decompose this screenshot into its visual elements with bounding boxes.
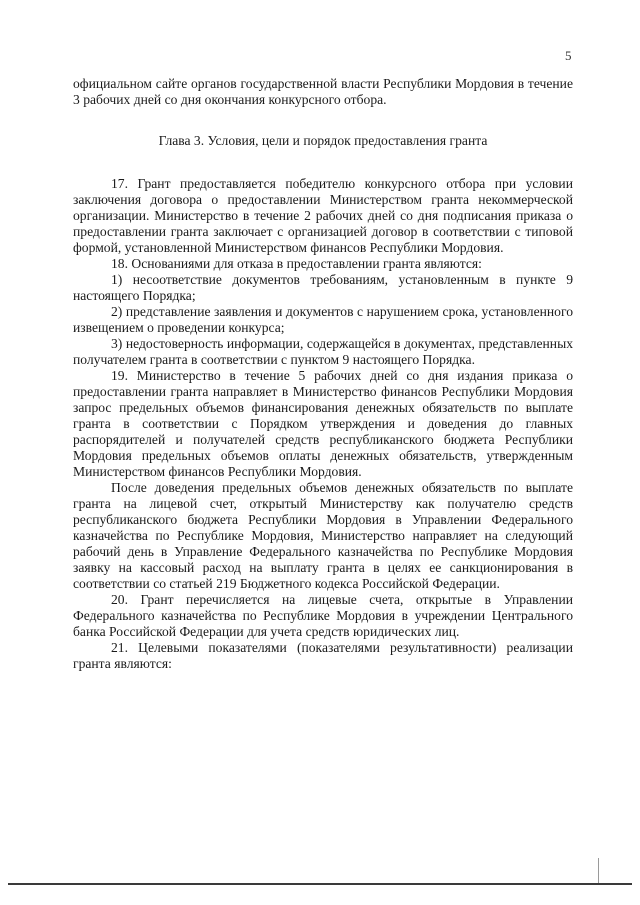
paragraph-17: 17. Грант предоставляется победителю конкурсного отбора при условии заключения договора о предоставлении Министерством гранта некоммерческой организации. Министерство в течение 2 рабочих дней со дня подписания приказа о предоставлении гранта заключает с организацией договор в соответствии с типовой формой, установленной Министерством финансов Республики Мордовия. <box>73 176 573 255</box>
chapter-heading: Глава 3. Условия, цели и порядок предоставления гранта <box>158 133 488 148</box>
intro-paragraph: официальном сайте органов государственной власти Республики Мордовия в течение 3 рабочих дней со дня окончания конкурсного отбора. <box>73 76 573 107</box>
scan-margin-mark <box>598 858 599 884</box>
paragraph-19-continuation: После доведения предельных объемов денежных обязательств по выплате гранта на лицевой счет, открытый Министерству как получателю средств республиканского бюджета Республики Мордовия в Управлении Федерального казначейства по Республике Мордовия, Министерство направляет на следующий рабочий день в Управление Федерального казначейства по Республике Мордовия заявку на кассовый расход на выплату гранта в целях ее санкционирования в соответствии со статьей 219 Бюджетного кодекса Российской Федерации. <box>73 480 573 591</box>
paragraph-21: 21. Целевыми показателями (показателями результативности) реализации гранта являются: <box>73 640 573 671</box>
paragraph-18: 18. Основаниями для отказа в предоставлении гранта являются: <box>111 256 482 271</box>
paragraph-19: 19. Министерство в течение 5 рабочих дней со дня издания приказа о предоставлении гранта направляет в Министерство финансов Республики Мордовия запрос предельных объемов финансирования денежных обязательств по выплате гранта в соответствии с Порядком утверждения и доведения до главных распорядителей и получателей средств республиканского бюджета Республики Мордовия предельных объемов оплаты денежных обязательств, утвержденным Министерством финансов Республики Мордовия. <box>73 368 573 479</box>
paragraph-18-item-3: 3) недостоверность информации, содержащейся в документах, представленных получателем гранта в соответствии с пунктом 9 настоящего Порядка. <box>73 336 573 367</box>
bottom-rule <box>8 883 632 885</box>
paragraph-18-item-2: 2) представление заявления и документов с нарушением срока, установленного извещением о проведении конкурса; <box>73 304 573 335</box>
paragraph-20: 20. Грант перечисляется на лицевые счета, открытые в Управлении Федерального казначейства по Республике Мордовия в учреждении Центрального банка Российской Федерации для учета средств юридических лиц. <box>73 592 573 639</box>
page-number: 5 <box>565 48 572 63</box>
document-body <box>73 76 573 672</box>
paragraph-18-item-1: 1) несоответствие документов требованиям, установленным в пункте 9 настоящего Порядка; <box>73 272 573 303</box>
